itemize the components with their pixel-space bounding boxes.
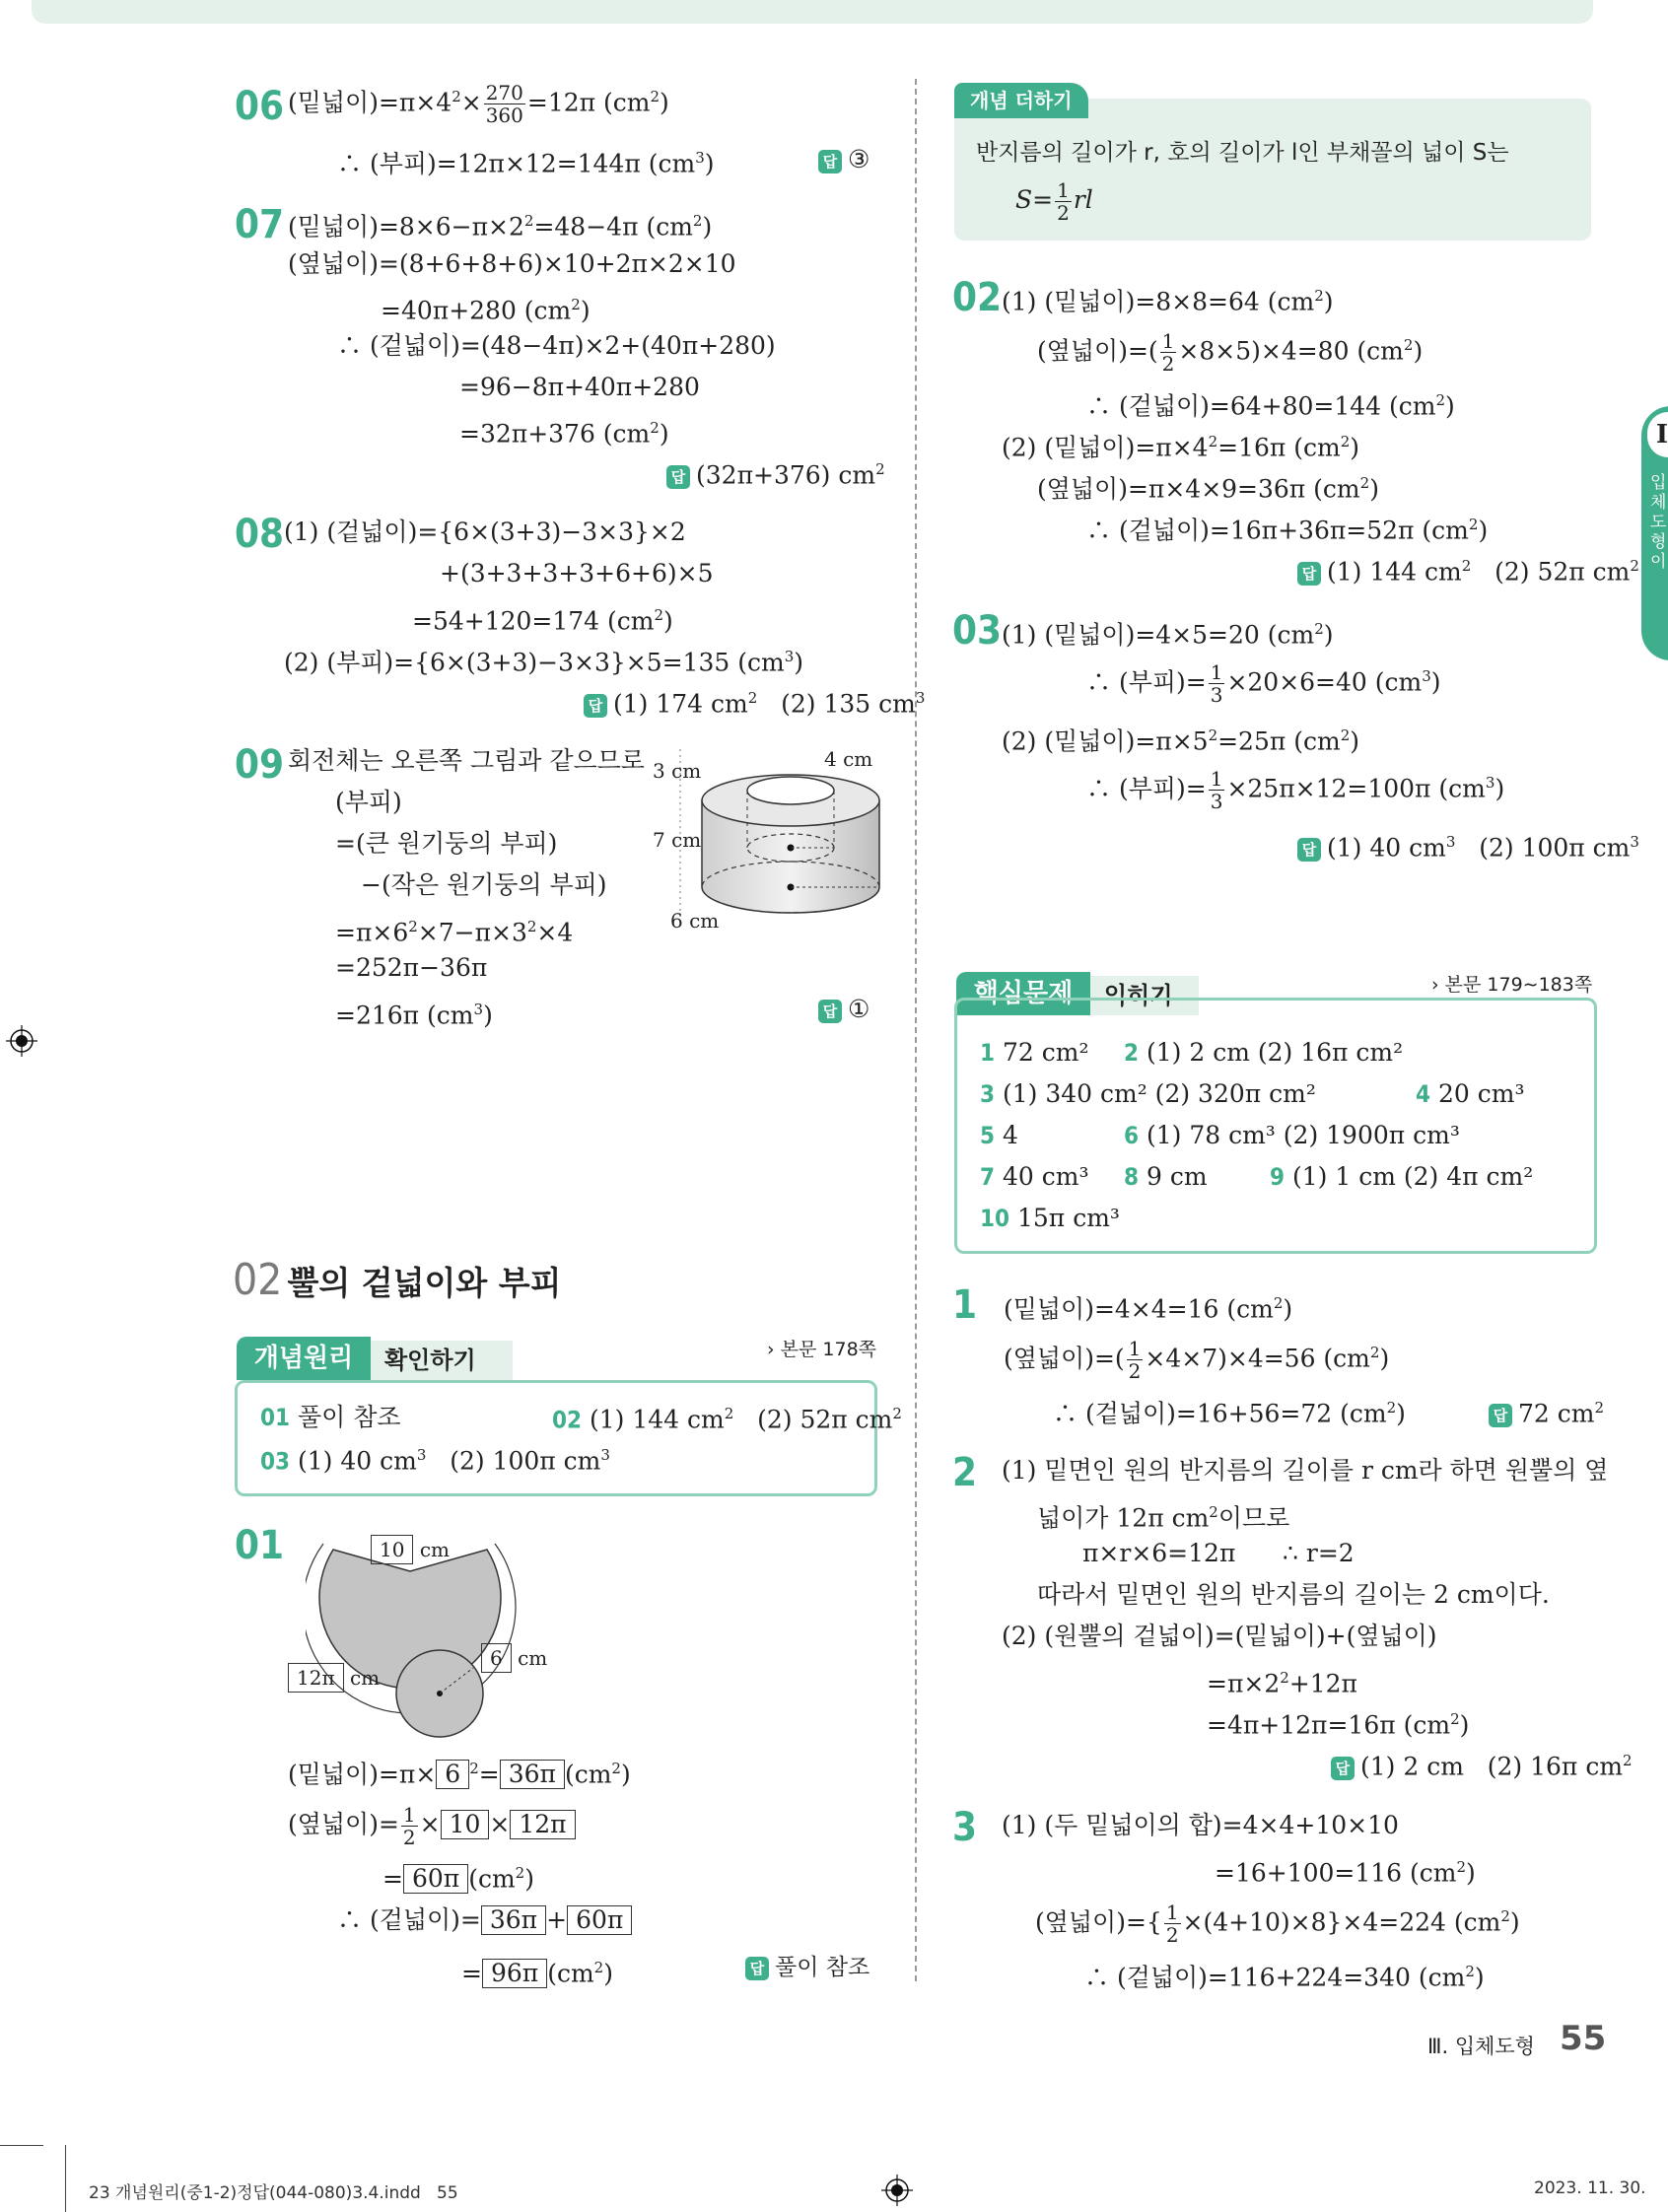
concept-tag-label: 확인하기 bbox=[371, 1341, 513, 1380]
side-tab-text: 입체도형이 bbox=[1650, 473, 1667, 572]
equation-line: =96−8π+40π+280 bbox=[459, 373, 700, 401]
equation-line: ∴ (겉넓이)=16π+36π=52π $(cm^2)$ bbox=[1086, 516, 1489, 545]
text-line: −(작은 원기둥의 부피) bbox=[361, 870, 607, 899]
problem-number: 2 bbox=[952, 1450, 978, 1495]
column-divider bbox=[915, 79, 917, 1981]
problem-number: 07 bbox=[235, 202, 285, 247]
core-tag: 핵심문제 bbox=[956, 972, 1090, 1015]
fraction: $\frac{270}{360}$ bbox=[485, 81, 523, 128]
answer: 답 72 $cm^2$ bbox=[1489, 1392, 1604, 1429]
chevron-right-icon: › bbox=[767, 1339, 775, 1360]
core-item: 6 (1) 78 cm³ (2) 1900π cm³ bbox=[1124, 1121, 1460, 1149]
equation-line: = 96π $(cm^2)$ bbox=[461, 1959, 613, 1988]
equation-line: =54+120=174 $(cm^2)$ bbox=[412, 606, 673, 636]
answer-badge-icon: 답 bbox=[584, 694, 607, 718]
equation-line: =16+100=116 $(cm^2)$ bbox=[1215, 1858, 1476, 1888]
concept-row: 03 (1) 40 $cm^3$ (2) 100π $cm^3$ bbox=[260, 1446, 610, 1476]
problem-number: 1 bbox=[952, 1282, 978, 1328]
equation-line: =4π+12π=16π $(cm^2)$ bbox=[1207, 1710, 1470, 1740]
answer: 답 ③ bbox=[818, 144, 869, 175]
crop-mark bbox=[65, 2145, 66, 2212]
answer-badge-icon: 답 bbox=[666, 465, 690, 489]
core-item: 4 20 cm³ bbox=[1416, 1079, 1525, 1108]
core-item: 5 4 bbox=[980, 1121, 1018, 1149]
equation-line: (1) (밑넓이)=4×5=20 $(cm^2)$ bbox=[1002, 620, 1334, 650]
formula: S= $\frac{1}{2}$ rl bbox=[1015, 178, 1093, 225]
equation-line: (1) (두 밑넓이의 합)=4×4+10×10 bbox=[1002, 1811, 1399, 1839]
answer: 답 (1) 144 $cm^2$ (2) 52π $cm^2$ bbox=[1297, 550, 1639, 588]
answer-badge-icon: 답 bbox=[1331, 1757, 1355, 1780]
equation-line: =40π+280 $(cm^2)$ bbox=[381, 296, 591, 325]
equation-line: (옆넓이)={ $\frac{1}{2}$ ×(4+10)×8}×4=224 $(cm^2)$ bbox=[1035, 1901, 1520, 1948]
equation-line: π×r×6=12π ∴ r=2 bbox=[1082, 1539, 1355, 1567]
page-number: 55 bbox=[1560, 2019, 1607, 2058]
problem-number: 3 bbox=[952, 1805, 978, 1850]
equation-line: =252π−36π bbox=[335, 953, 488, 982]
figure-label: 6 cm bbox=[670, 909, 720, 933]
equation-line: (2) (밑넓이)$=\pi\times 5^2=25\pi$ $(cm^2)$ bbox=[1002, 726, 1360, 756]
equation-line: ∴ (겉넓이)=64+80=144 $(cm^2)$ bbox=[1086, 391, 1455, 421]
problem-number: 02 bbox=[952, 275, 1003, 320]
equation-line: +(3+3+3+3+6+6)×5 bbox=[440, 559, 714, 588]
top-band bbox=[32, 0, 1593, 24]
side-tab-roman: Ⅰ bbox=[1647, 412, 1668, 457]
equation-line: (2) (부피)={6×(3+3)−3×3}×5=135 $(cm^3)$ bbox=[284, 648, 803, 677]
equation-line: (밑넓이)=π× 6 $^2$= 36π $(cm^2)$ bbox=[288, 1760, 631, 1789]
answer: 답 (1) 40 $cm^3$ (2) 100π $cm^3$ bbox=[1297, 826, 1639, 864]
core-item: 8 9 cm bbox=[1124, 1162, 1208, 1191]
text-line: 회전체는 오른쪽 그림과 같으므로 bbox=[288, 746, 645, 775]
figure-label: 4 cm bbox=[824, 747, 873, 771]
equation-line: =216π $(cm^3)$ bbox=[335, 1001, 493, 1030]
answer-badge-icon: 답 bbox=[1297, 562, 1321, 586]
concept-row: 01 풀이 참조 bbox=[260, 1403, 401, 1431]
equation-line: (옆넓이)= $\frac{1}{2}$ × 10 × 12π bbox=[288, 1804, 576, 1848]
page-reference: › 본문 178쪽 bbox=[767, 1339, 877, 1360]
answer: 답 (32π+376) $cm^2$ bbox=[666, 453, 885, 491]
problem-number: 01 bbox=[235, 1523, 285, 1568]
equation-line: (옆넓이)=π×4×9=36π $(cm^2)$ bbox=[1037, 474, 1379, 504]
equation-line: (옆넓이)=( $\frac{1}{2}$ ×8×5)×4=80 $(cm^2)$ bbox=[1037, 329, 1424, 377]
equation-line: ∴ (부피)= $\frac{1}{3}$ ×20×6=40 $(cm^3)$ bbox=[1086, 660, 1441, 708]
page-reference: › 본문 179∼183쪽 bbox=[1431, 974, 1593, 996]
equation-line: (밑넓이)$=\pi\times 4^2\times$ $\frac{270}{360}$ =12π $(cm^2)$ bbox=[288, 81, 669, 128]
equation-line: ∴ (겉넓이)= 36π + 60π bbox=[337, 1904, 632, 1936]
text-line: 따라서 밑면인 원의 반지름의 길이는 2 cm이다. bbox=[1037, 1580, 1550, 1609]
core-item: 9 (1) 1 cm (2) 4π cm² bbox=[1270, 1162, 1534, 1191]
equation-line: (1) (밑넓이)=8×8=64 $(cm^2)$ bbox=[1002, 287, 1334, 316]
text-line: (부피) bbox=[335, 788, 402, 816]
answer: 답 (1) 2 cm (2) 16π $cm^2$ bbox=[1331, 1745, 1633, 1782]
figure-label: 10 cm bbox=[371, 1534, 450, 1565]
crop-mark bbox=[0, 2145, 43, 2146]
equation-line: (1) (겉넓이)={6×(3+3)−3×3}×2 bbox=[284, 518, 686, 546]
equation-line: (2) (원뿔의 겉넓이)=(밑넓이)+(옆넓이) bbox=[1002, 1622, 1437, 1650]
section-heading: 02 뿔의 겉넓이와 부피 bbox=[233, 1255, 562, 1305]
equation-line: (옆넓이)=(8+6+8+6)×10+2π×2×10 bbox=[288, 249, 736, 278]
answer-badge-icon: 답 bbox=[818, 150, 842, 173]
equation-line: (2) (밑넓이)$=\pi\times 4^2=16\pi$ $(cm^2)$ bbox=[1002, 433, 1360, 462]
figure-label: 3 cm bbox=[653, 759, 702, 783]
print-file-info: 23 개념원리(중1-2)정답(044-080)3.4.indd 55 bbox=[89, 2183, 458, 2203]
concept-plus-text: 반지름의 길이가 r, 호의 길이가 l인 부채꼴의 넓이 S는 bbox=[976, 140, 1509, 166]
equation-line: ∴ (부피)= $\frac{1}{3}$ ×25π×12=100π $(cm^3)$ bbox=[1086, 767, 1505, 814]
answer: 답 풀이 참조 bbox=[745, 1952, 869, 1983]
equation-line: (밑넓이)$=8\times 6-\pi\times 2^2=48-4\pi$ $(cm^2)$ bbox=[288, 212, 713, 242]
figure-label: 6 cm bbox=[481, 1642, 547, 1674]
equation-line: = 60π $(cm^2)$ bbox=[382, 1864, 534, 1894]
registration-mark-icon bbox=[6, 1025, 37, 1057]
answer-badge-icon: 답 bbox=[818, 1000, 842, 1023]
core-item: 7 40 cm³ bbox=[980, 1162, 1089, 1191]
equation-line: $=\pi\times 2^2+12\pi$ bbox=[1207, 1669, 1357, 1698]
core-item: 10 15π cm³ bbox=[980, 1204, 1120, 1232]
equation-line: =32π+376 $(cm^2)$ bbox=[459, 419, 669, 449]
text-line: =(큰 원기둥의 부피) bbox=[335, 829, 558, 858]
equation-line: ∴ (겉넓이)=16+56=72 $(cm^2)$ bbox=[1053, 1399, 1406, 1428]
concept-plus-tag: 개념 더하기 bbox=[954, 83, 1088, 118]
equation-line: ∴ (겉넓이)=116+224=340 $(cm^2)$ bbox=[1084, 1963, 1485, 1992]
answer-badge-icon: 답 bbox=[1297, 838, 1321, 862]
core-item: 2 (1) 2 cm (2) 16π cm² bbox=[1124, 1038, 1404, 1067]
figure-label: 7 cm bbox=[653, 828, 702, 852]
problem-number: 08 bbox=[235, 512, 285, 557]
equation-line: ∴ (겉넓이)=(48−4π)×2+(40π+280) bbox=[337, 331, 776, 360]
print-date: 2023. 11. 30. bbox=[1534, 2178, 1646, 2198]
chapter-footer: Ⅲ. 입체도형 bbox=[1427, 2035, 1535, 2058]
answer-badge-icon: 답 bbox=[1489, 1404, 1512, 1427]
figure-label: 12π cm bbox=[288, 1662, 380, 1694]
registration-mark-icon bbox=[881, 2175, 913, 2206]
equation-line: (밑넓이)=4×4=16 $(cm^2)$ bbox=[1004, 1294, 1293, 1324]
chevron-right-icon: › bbox=[1431, 974, 1439, 996]
problem-number: 09 bbox=[235, 742, 285, 788]
problem-number: 03 bbox=[952, 608, 1003, 654]
answer: 답 (1) 174 $cm^2$ (2) 135 $cm^3$ bbox=[584, 682, 925, 720]
core-item: 1 72 cm² bbox=[980, 1038, 1089, 1067]
equation-line: (옆넓이)=( $\frac{1}{2}$ ×4×7)×4=56 $(cm^2)$ bbox=[1004, 1337, 1390, 1384]
answer-badge-icon: 답 bbox=[745, 1957, 769, 1980]
core-tag-label: 익히기 bbox=[1090, 976, 1199, 1015]
equation-line: $=\pi\times 6^2\times 7-\pi\times 3^2\times 4$ bbox=[335, 918, 574, 947]
concept-row: 02 (1) 144 $cm^2$ (2) 52π $cm^2$ bbox=[552, 1405, 902, 1434]
equation-line: ∴ (부피)=12π×12=144π $(cm^3)$ bbox=[337, 149, 715, 178]
text-line: 넓이가 12π $cm^2$이므로 bbox=[1037, 1503, 1290, 1533]
concept-tag: 개념원리 bbox=[237, 1337, 371, 1380]
answer: 답 ① bbox=[818, 994, 869, 1025]
text-line: (1) 밑면인 원의 반지름의 길이를 r cm라 하면 원뿔의 옆 bbox=[1002, 1456, 1609, 1485]
problem-number: 06 bbox=[235, 84, 285, 129]
core-item: 3 (1) 340 cm² (2) 320π cm² bbox=[980, 1079, 1316, 1108]
